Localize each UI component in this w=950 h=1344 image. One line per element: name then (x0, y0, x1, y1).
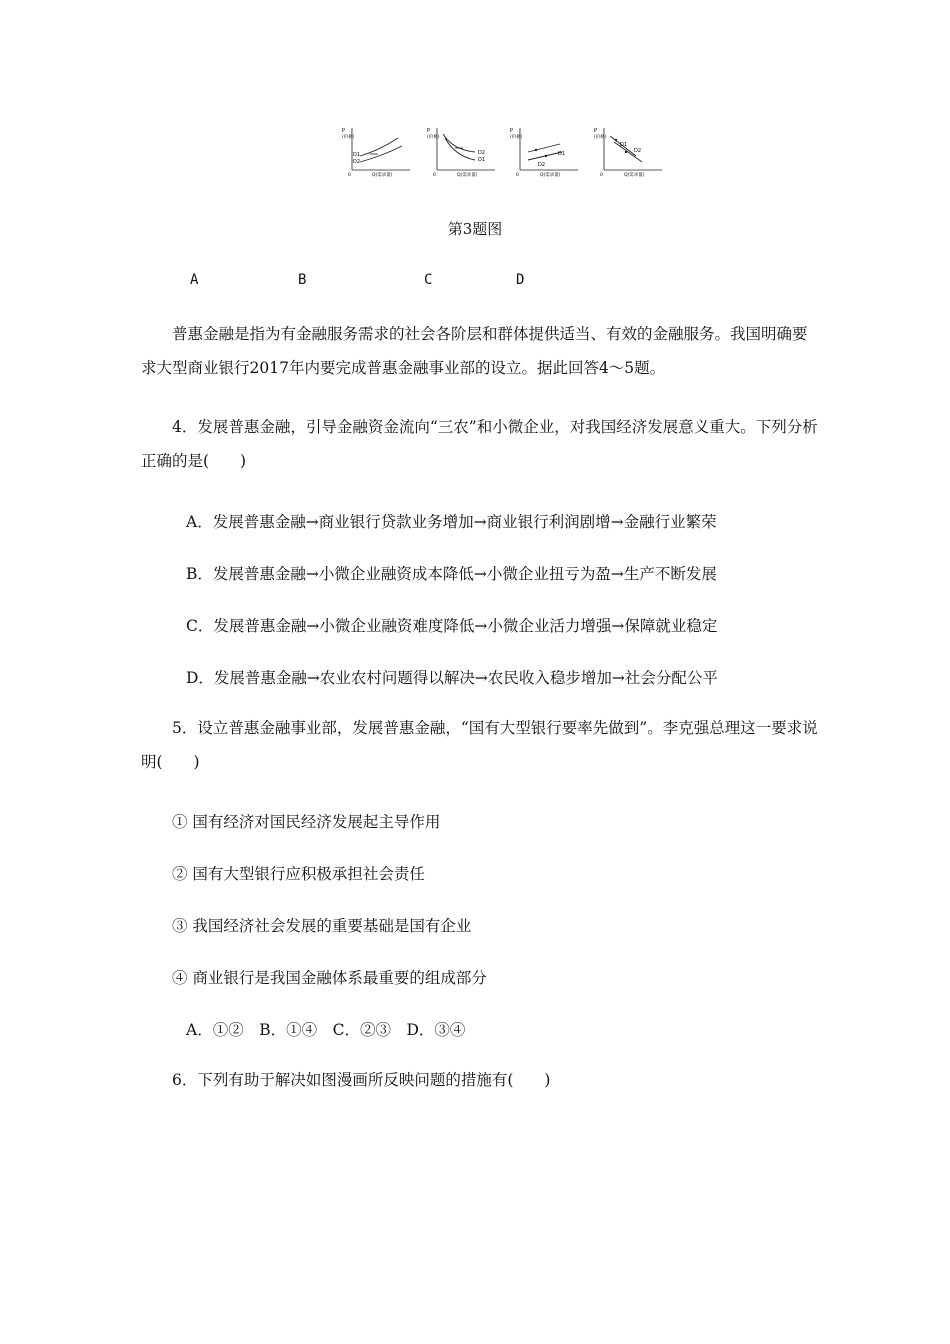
axis-q-label: Q(需求量) (540, 173, 561, 178)
figure-letter-b: B (298, 272, 307, 288)
axis-q-label: Q(需求量) (372, 173, 393, 178)
figure-letter-c: C (424, 272, 433, 288)
q4-option-c: C．发展普惠金融→小微企业融资难度降低→小微企业活力增强→保障就业稳定 (186, 617, 718, 635)
q5-item-2: ② 国有大型银行应积极承担社会责任 (172, 865, 425, 883)
q5-item-4: ④ 商业银行是我国金融体系最重要的组成部分 (172, 969, 487, 987)
q6-stem: 6．下列有助于解决如图漫画所反映问题的措施有( ) (172, 1071, 551, 1089)
curve-label-bottom: D2 (353, 159, 361, 165)
demand-graph-d (592, 120, 672, 178)
curve-label-top: D1 (620, 142, 628, 148)
passage: 普惠金融是指为有金融服务需求的社会各阶层和群体提供适当、有效的金融服务。我国明确要求大型商业银行2017年内要完成普惠金融事业部的设立。据此回答4～5题。 (141, 325, 808, 377)
axis-p-label: P (510, 128, 514, 134)
axis-p-label: P (427, 128, 431, 134)
figure-letters (0, 272, 950, 292)
curve-label-top: D2 (478, 150, 486, 156)
axis-p-sub: (价格) (510, 135, 523, 140)
q4-stem: 4．发展普惠金融，引导金融资金流向“三农”和小微企业，对我国经济发展意义重大。下列分析正确的是( ) (141, 418, 818, 470)
axis-q-label: Q(需求量) (457, 173, 478, 178)
demand-graph-c (508, 120, 588, 178)
axis-p-sub: (价格) (427, 135, 440, 140)
demand-graph-a (340, 120, 420, 178)
axis-p-sub: (价格) (342, 135, 355, 140)
q5-item-3: ③ 我国经济社会发展的重要基础是国有企业 (172, 917, 472, 935)
axis-p-label: P (342, 128, 346, 134)
q4-option-a: A．发展普惠金融→商业银行贷款业务增加→商业银行利润剧增→金融行业繁荣 (186, 513, 717, 531)
origin-label: 0 (516, 173, 519, 178)
curve-label-top: D1 (558, 151, 566, 157)
axis-p-sub: (价格) (594, 135, 607, 140)
curve-label-bottom: D2 (538, 162, 546, 168)
figure-letter-d: D (516, 272, 525, 288)
origin-label: 0 (600, 173, 603, 178)
demand-graph-b (425, 120, 505, 178)
figure-caption: 第3题图 (447, 220, 503, 238)
q5-item-1: ① 国有经济对国民经济发展起主导作用 (172, 813, 441, 831)
q5-stem: 5．设立普惠金融事业部，发展普惠金融，“国有大型银行要率先做到”。李克强总理这一要求说明( ) (141, 719, 818, 771)
curve-label-top: D1 (353, 152, 361, 158)
curve-label-bottom: D1 (478, 157, 486, 163)
figure-row (0, 120, 950, 180)
axis-q-label: Q(需求量) (624, 173, 645, 178)
origin-label: 0 (348, 173, 351, 178)
q5-options: A．①② B．①④ C．②③ D．③④ (186, 1021, 466, 1039)
axis-p-label: P (594, 128, 598, 134)
figure-letter-a: A (190, 272, 199, 288)
curve-label-bottom: D2 (634, 148, 642, 154)
origin-label: 0 (433, 173, 436, 178)
q4-option-d: D．发展普惠金融→农业农村问题得以解决→农民收入稳步增加→社会分配公平 (186, 669, 718, 687)
q4-option-b: B．发展普惠金融→小微企业融资成本降低→小微企业扭亏为盈→生产不断发展 (186, 565, 717, 583)
